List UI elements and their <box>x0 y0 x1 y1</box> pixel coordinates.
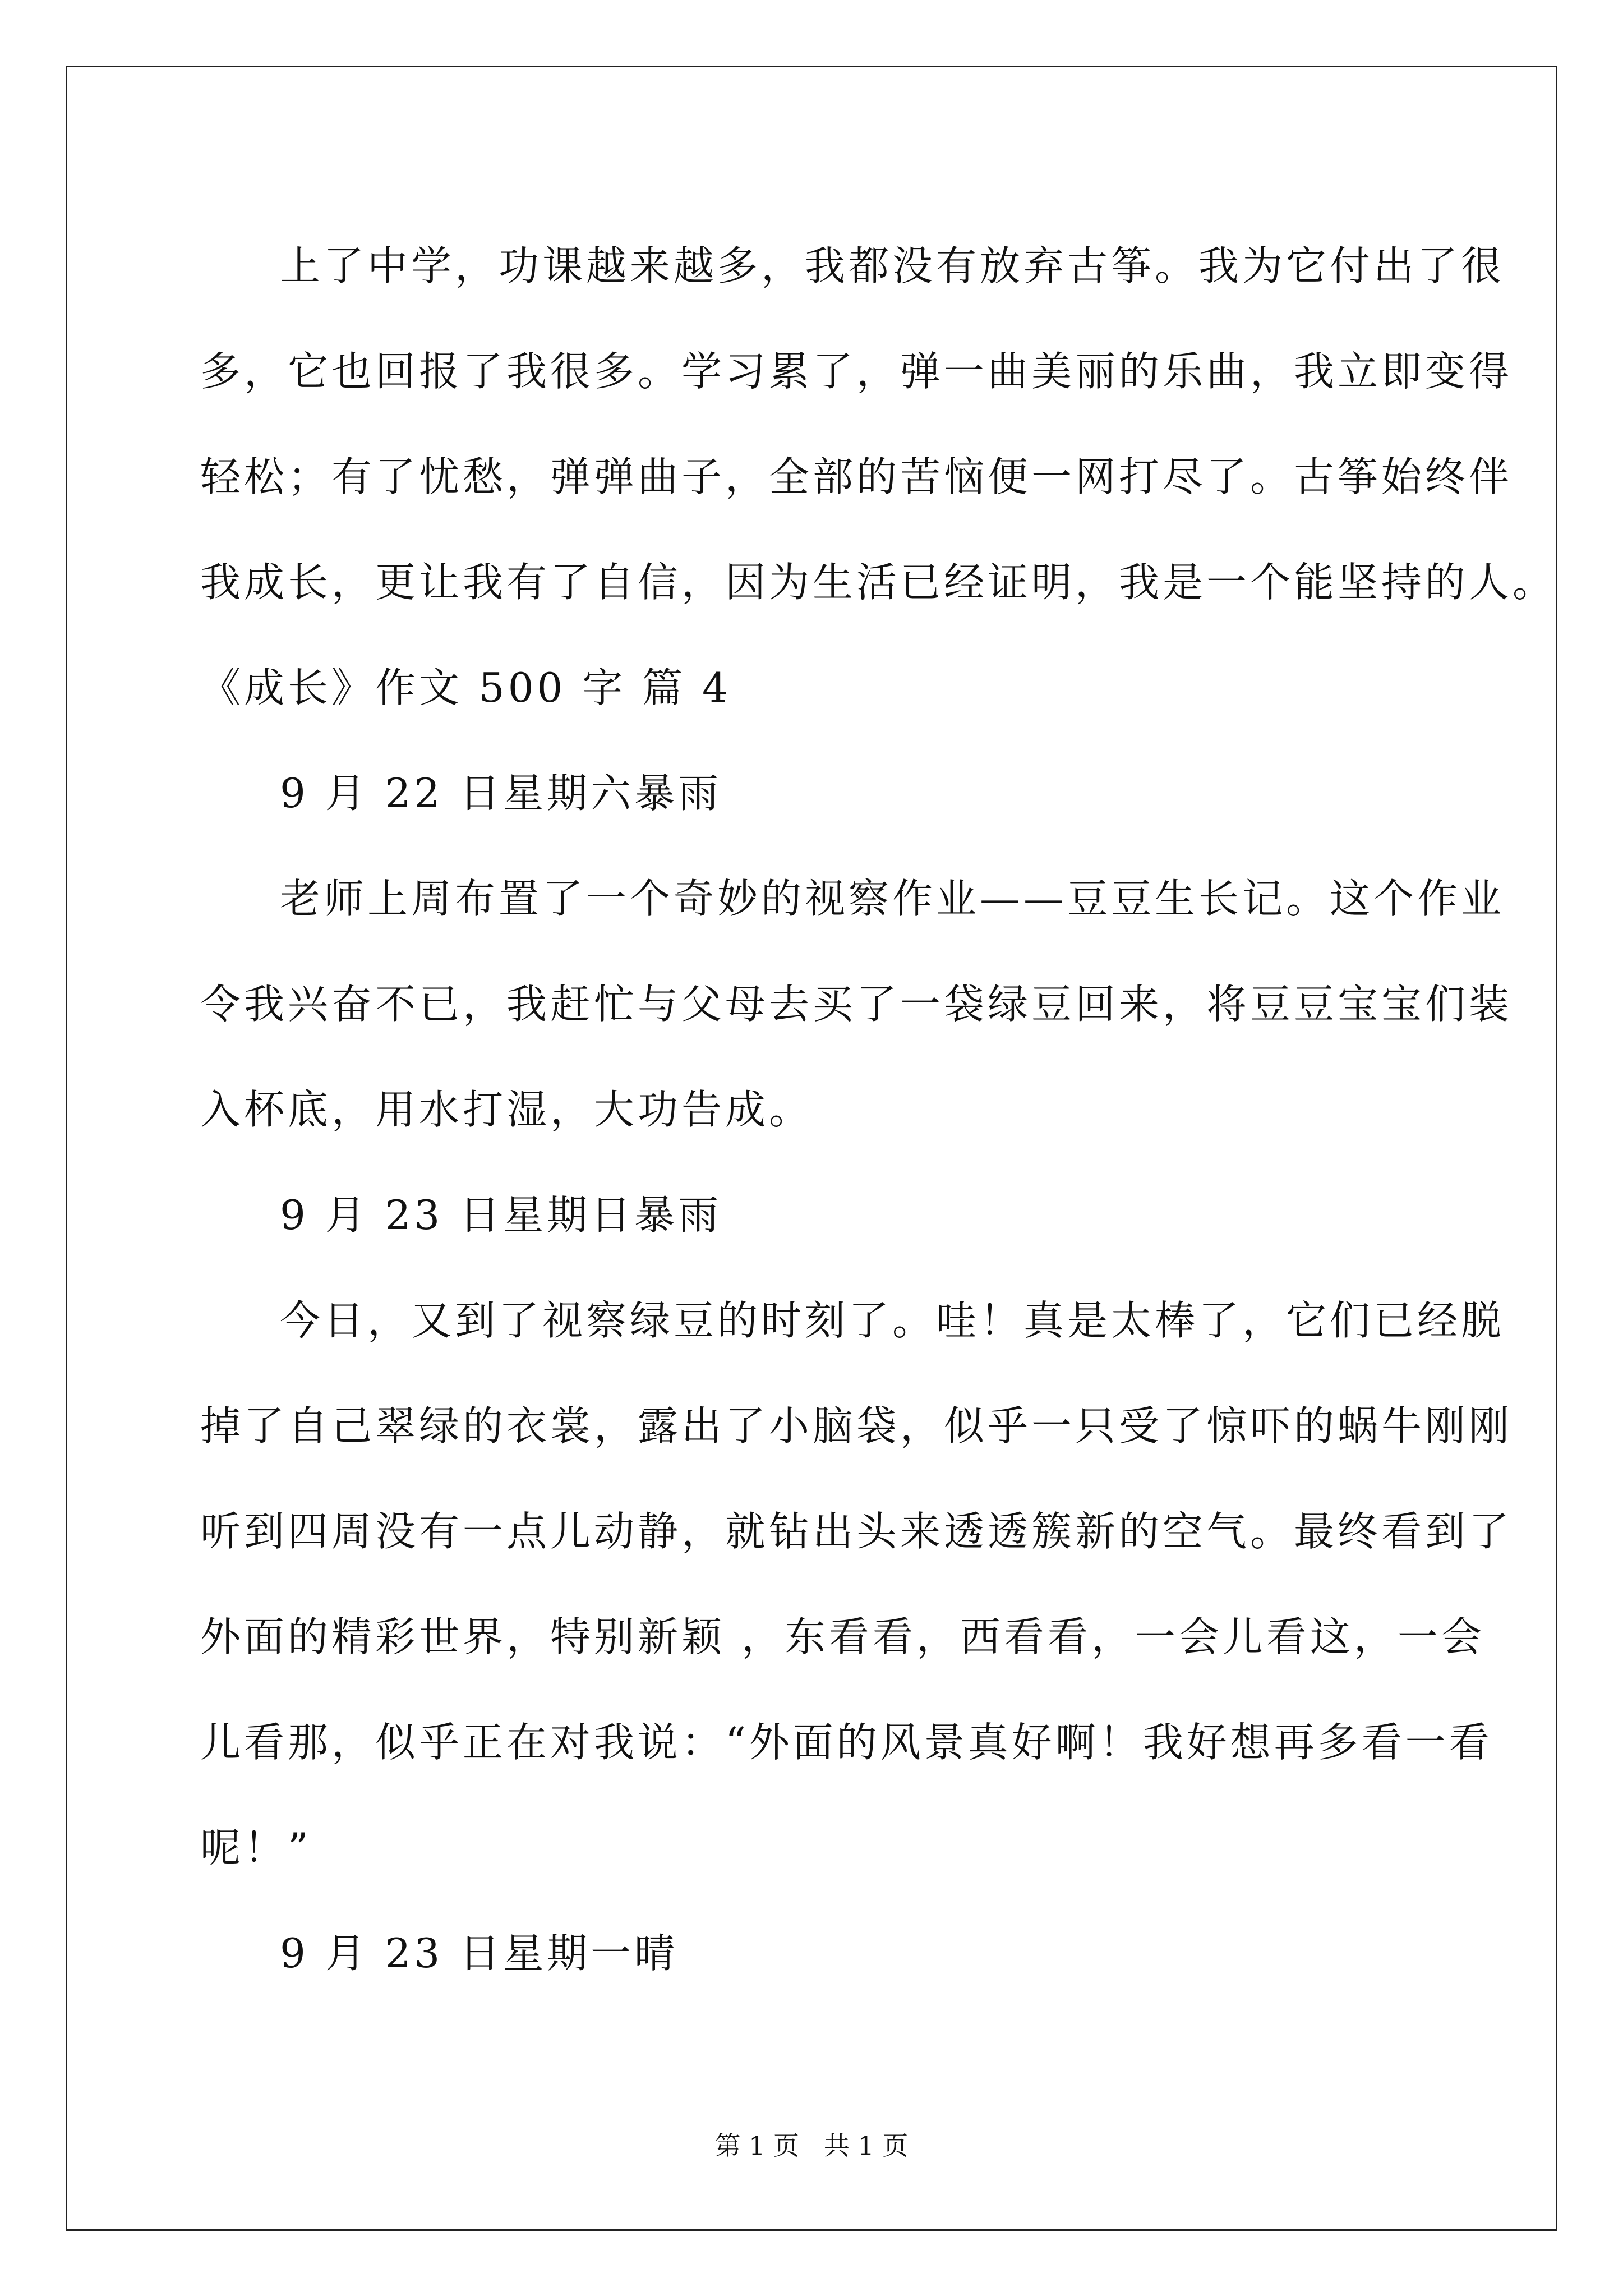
text-line: 今日，又到了视察绿豆的时刻了。哇！真是太棒了，它们已经脱 <box>280 1297 1505 1344</box>
section-heading: 《成长》作文 500 字 篇 4 <box>200 664 731 711</box>
page-number: 第 1 页 共 1 页 <box>714 2131 909 2161</box>
text-line: 入杯底，用水打湿，大功告成。 <box>200 1086 813 1133</box>
document-body <box>200 213 1557 2006</box>
text-line: 儿看那，似乎正在对我说：“外面的风景真好啊！我好想再多看一看 <box>200 1719 1493 1766</box>
text-line: 我成长，更让我有了自信，因为生活已经证明，我是一个能坚持的人。 <box>200 559 1557 606</box>
text-line: 听到四周没有一点儿动静，就钻出头来透透簇新的空气。最终看到了 <box>200 1508 1513 1555</box>
text-line: 令我兴奋不已，我赶忙与父母去买了一袋绿豆回来，将豆豆宝宝们装 <box>200 981 1513 1028</box>
diary-date: 9 月 23 日星期一晴 <box>280 1930 679 1977</box>
diary-date: 9 月 22 日星期六暴雨 <box>280 770 722 817</box>
text-line: 外面的精彩世界，特别新颖 ，东看看，西看看，一会儿看这，一会 <box>200 1613 1485 1660</box>
text-line: 轻松；有了忧愁，弹弹曲子，全部的苦恼便一网打尽了。古筝始终伴 <box>200 453 1513 500</box>
text-line: 掉了自己翠绿的衣裳，露出了小脑袋，似乎一只受了惊吓的蜗牛刚刚 <box>200 1402 1513 1450</box>
text-line: 老师上周布置了一个奇妙的视察作业——豆豆生长记。这个作业 <box>280 875 1505 922</box>
diary-date: 9 月 23 日星期日暴雨 <box>280 1191 722 1239</box>
text-line: 呢！” <box>200 1824 312 1871</box>
text-line: 多，它也回报了我很多。学习累了，弹一曲美丽的乐曲，我立即变得 <box>200 348 1513 395</box>
text-line: 上了中学，功课越来越多，我都没有放弃古筝。我为它付出了很 <box>280 242 1505 289</box>
